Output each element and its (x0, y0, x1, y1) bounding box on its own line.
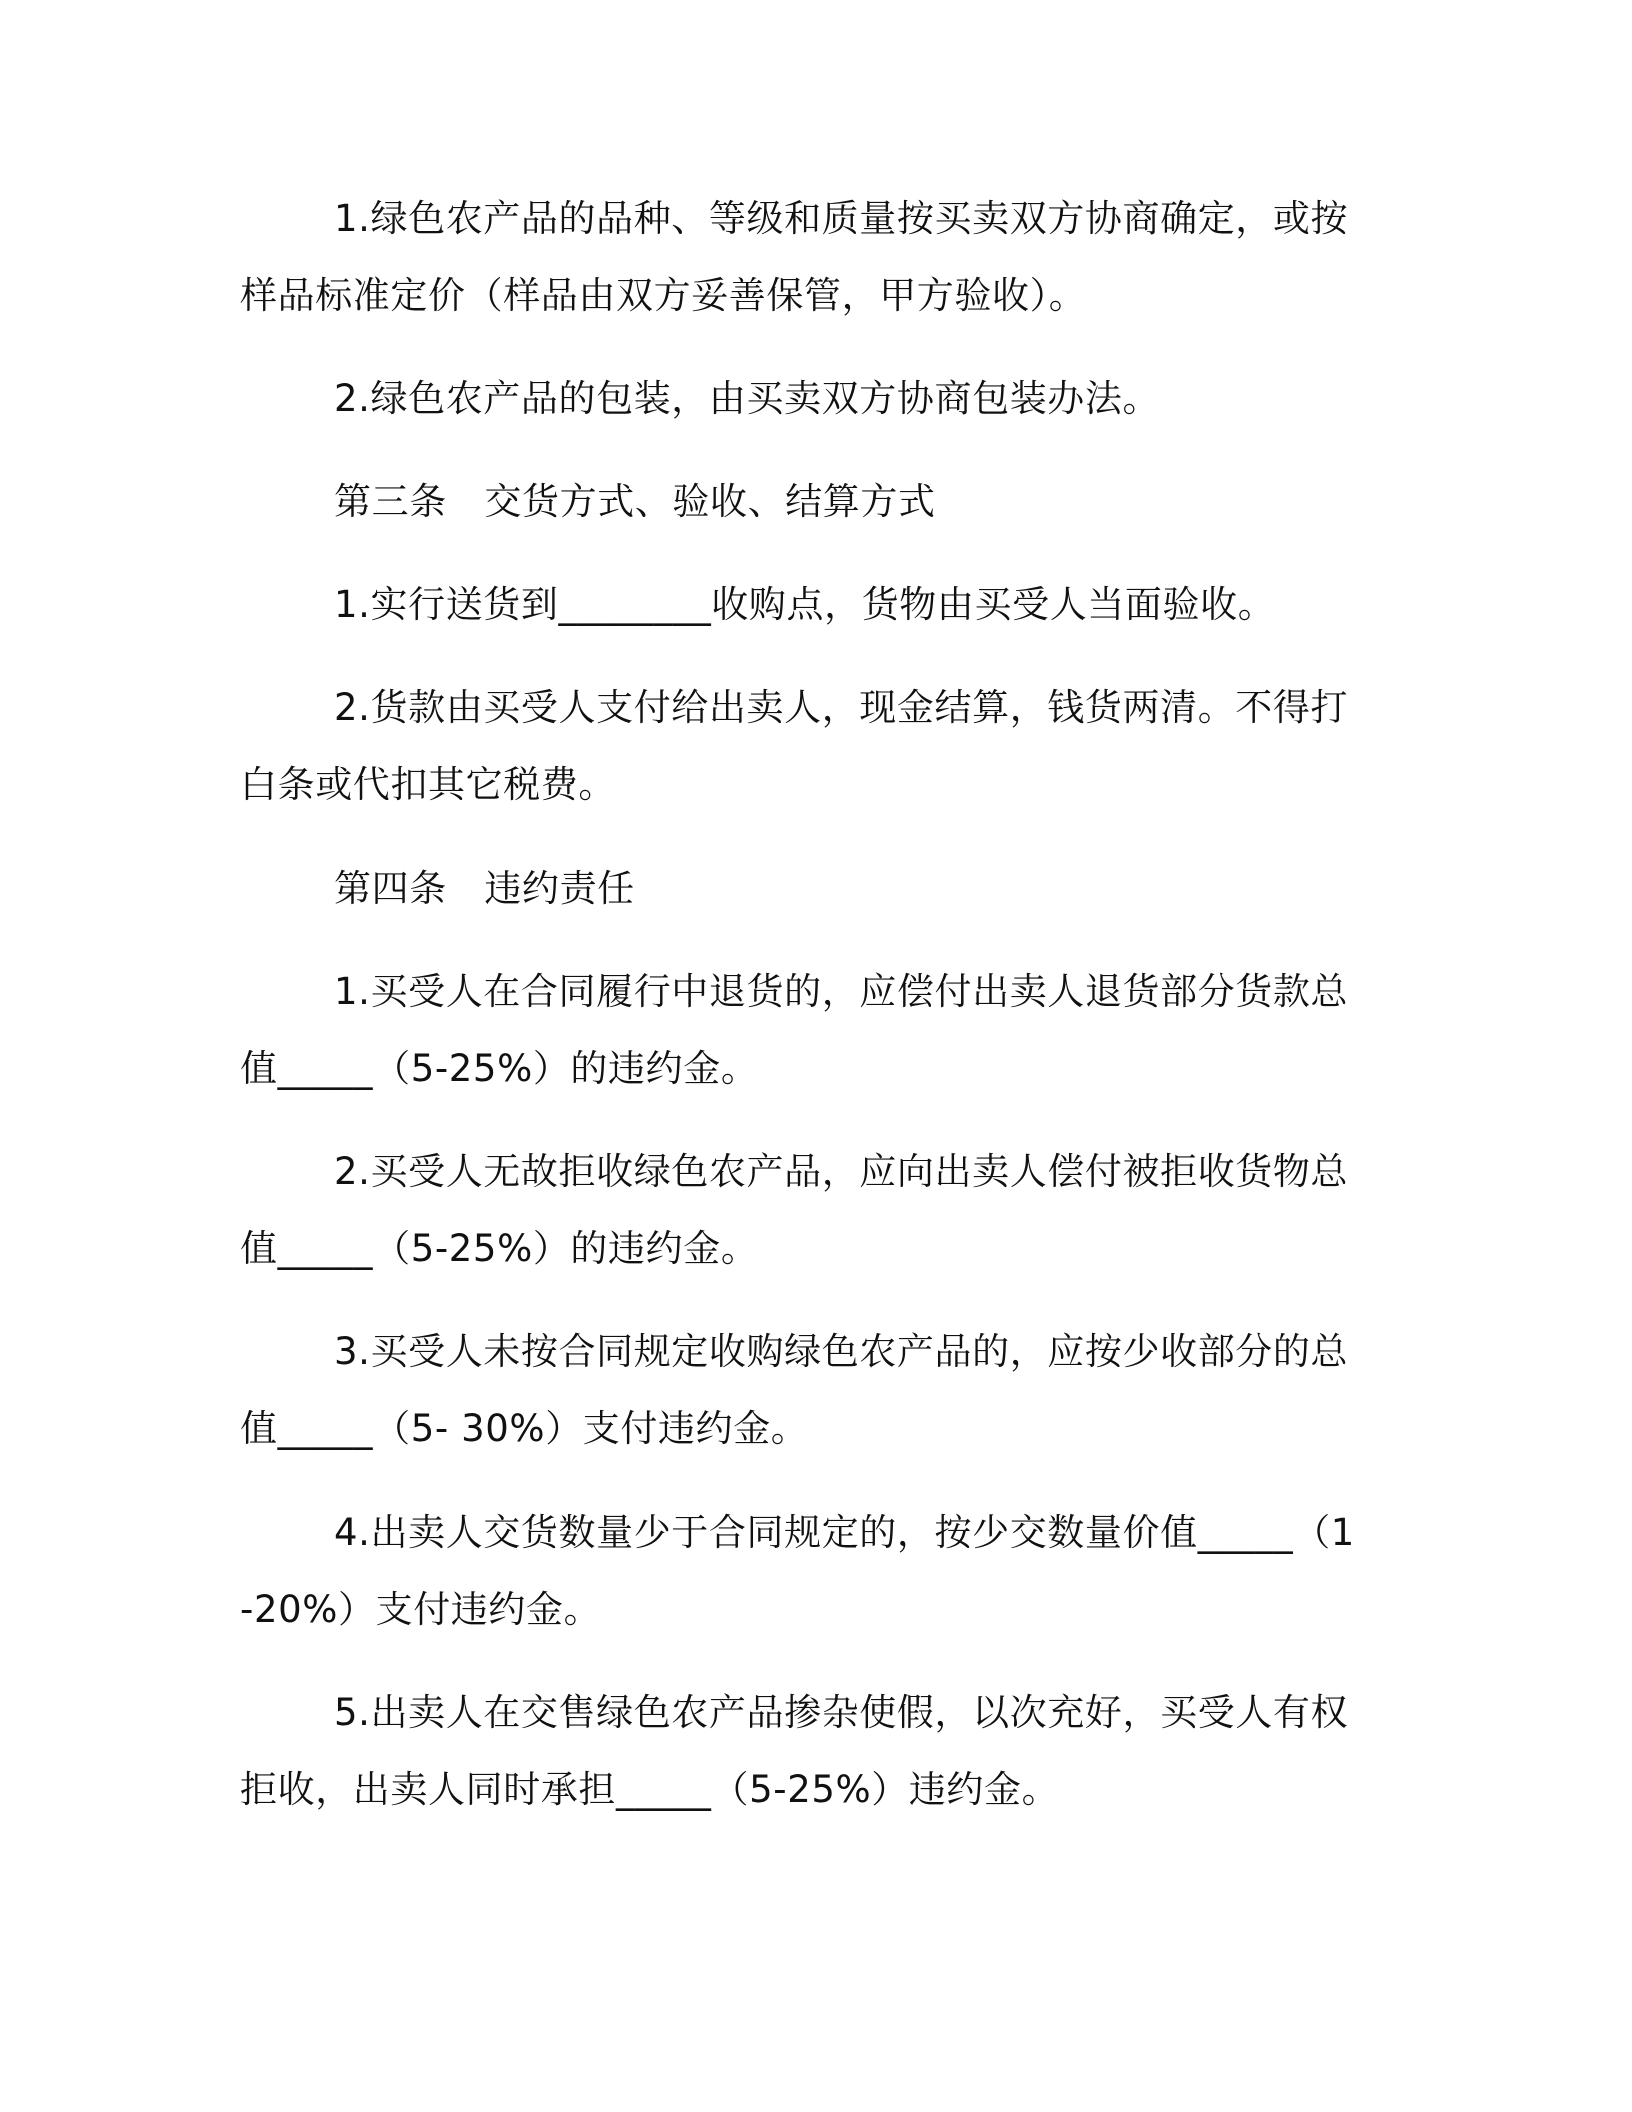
paragraph-liability-refusal: 2.买受人无故拒收绿色农产品，应向出卖人偿付被拒收货物总值_____（5-25%）的违约金。 (240, 1150, 1349, 1270)
paragraph-delivery-point: 1.实行送货到________收购点，货物由买受人当面验收。 (334, 583, 1276, 626)
paragraph-quality-standard: 1.绿色农产品的品种、等级和质量按买卖双方协商确定，或按样品标准定价（样品由双方妥善保管，甲方验收）。 (240, 197, 1349, 317)
paragraph-liability-shortfall-purchase: 3.买受人未按合同规定收购绿色农产品的，应按少收部分的总值_____（5- 30%）支付违约金。 (240, 1330, 1349, 1450)
paragraph-payment: 2.货款由买受人支付给出卖人，现金结算，钱货两清。不得打白条或代扣其它税费。 (240, 686, 1349, 806)
paragraph-liability-return: 1.买受人在合同履行中退货的，应偿付出卖人退货部分货款总值_____（5-25%）的违约金。 (240, 970, 1349, 1090)
paragraph-packaging: 2.绿色农产品的包装，由买卖双方协商包装办法。 (334, 377, 1161, 420)
section-heading-article-3: 第三条 交货方式、验收、结算方式 (334, 480, 936, 523)
paragraph-liability-short-delivery: 4.出卖人交货数量少于合同规定的，按少交数量价值_____（1-20%）支付违约金。 (240, 1511, 1355, 1631)
section-heading-article-4: 第四条 违约责任 (334, 867, 635, 910)
paragraph-liability-adulteration: 5.出卖人在交售绿色农产品掺杂使假，以次充好，买受人有权拒收，出卖人同时承担_____（5-25%）违约金。 (240, 1691, 1349, 1811)
